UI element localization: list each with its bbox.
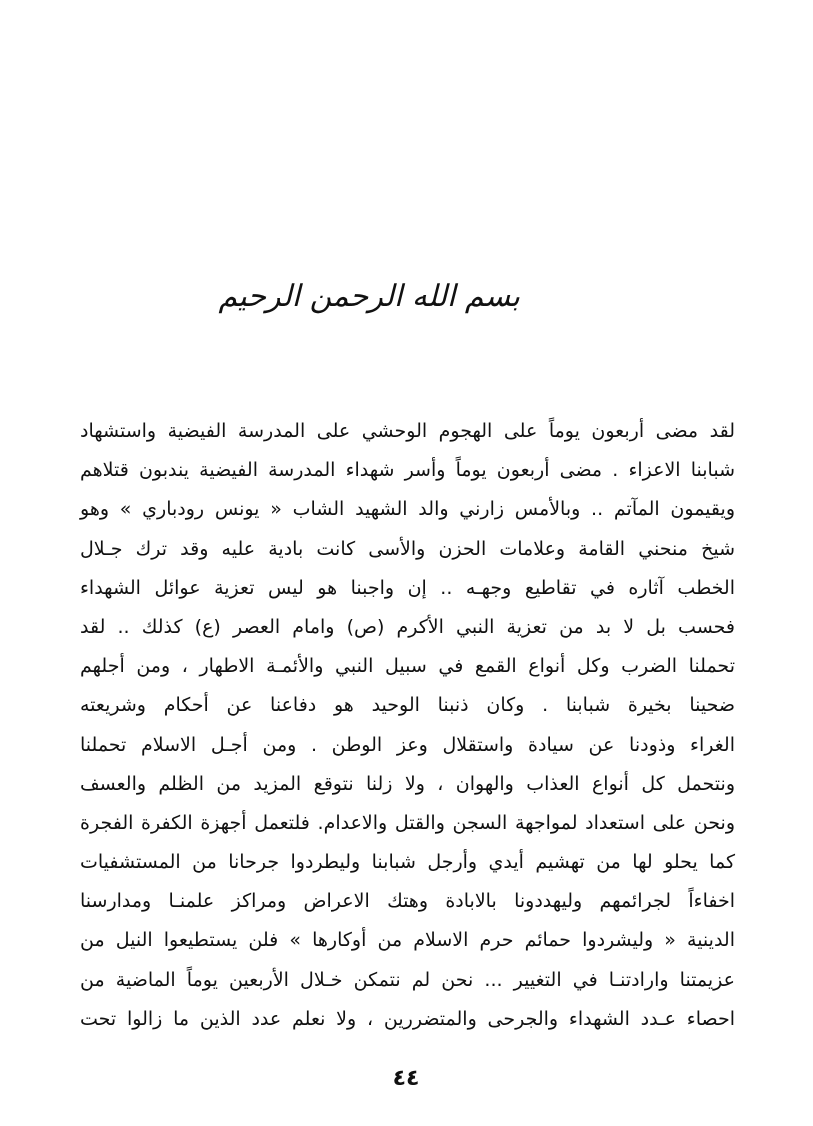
text-line: الغراء وذودنا عن سيادة واستقلال وعز الوطن . ومن أجـل الاسلام تحملنا [80, 733, 735, 756]
text-line: ونتحمل كل أنواع العذاب والهوان ، ولا زلنا نتوقع المزيد من الظلم والعسف [80, 772, 735, 795]
text-line: عزيمتنا وارادتنـا في التغيير ... نحن لم نتمكن خـلال الأربعين يوماً الماضية من [80, 968, 735, 991]
text-line: الدينية « وليشردوا حمائم حرم الاسلام من أوكارها » فلن يستطيعوا النيل من [80, 929, 735, 952]
text-line: لقد مضى أربعون يوماً على الهجوم الوحشي على المدرسة الفيضية واستشهاد [80, 420, 735, 442]
text-line: اخفاءاً لجرائمهم وليهددونا بالابادة وهتك الاعراض ومراكز علمنـا ومدارسنا [80, 890, 735, 913]
page-number: ٤٤ [392, 1066, 420, 1091]
text-line: احصاء عـدد الشهداء والجرحى والمتضررين ، ولا نعلم عدد الذين ما زالوا تحت [80, 1007, 735, 1030]
text-line: فحسب بل لا بد من تعزية النبي الأكرم (ص) وامام العصر (ع) كذلك .. لقد [80, 615, 735, 638]
text-line: شبابنا الاعزاء . مضى أربعون يوماً وأسر شهداء المدرسة الفيضية يندبون قتلاهم [80, 459, 735, 482]
basmala-calligraphy: بسم الله الرحمن الرحيم [218, 279, 520, 314]
body-text [80, 412, 735, 1039]
text-line: ويقيمون المآتم .. وبالأمس زارني والد الشهيد الشاب « يونس رودباري » وهو [80, 498, 735, 521]
text-line: ضحينا بخيرة شبابنا . وكان ذنبنا الوحيد هو دفاعنا عن أحكام وشريعته [80, 694, 735, 717]
text-line: الخطب آثاره في تقاطيع وجهـه .. إن واجبنا هو ليس تعزية عوائل الشهداء [80, 576, 735, 599]
text-line: شيخ منحني القامة وعلامات الحزن والأسى كانت بادية عليه وقد ترك جـلال [80, 537, 735, 560]
text-line: ونحن على استعداد لمواجهة السجن والقتل والاعدام. فلتعمل أجهزة الكفرة الفجرة [80, 811, 735, 834]
text-line: تحملنا الضرب وكل أنواع القمع في سبيل النبي والأئمـة الاطهار ، ومن أجلهم [80, 655, 735, 678]
text-line: كما يحلو لها من تهشيم أيدي وأرجل شبابنا وليطردوا جرحانا من المستشفيات [80, 851, 735, 874]
